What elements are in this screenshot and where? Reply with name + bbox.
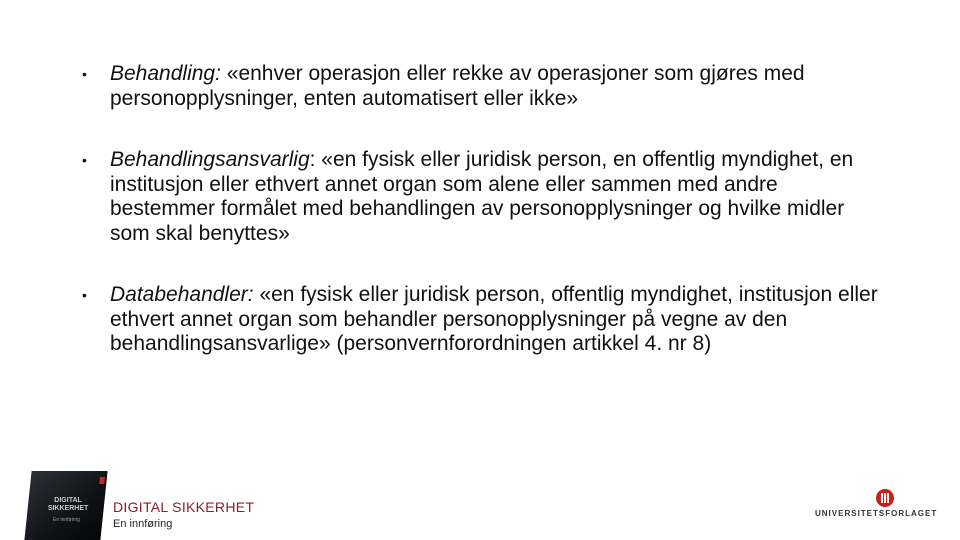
definition-item	[82, 283, 882, 357]
publisher-name: UNIVERSITETSFORLAGET	[815, 509, 938, 518]
definition-text: : «en fysisk eller juridisk person, en offentlig myndighet, en institusjon eller ethvert annet organ som alene eller sammen med andre bestemmer formålet med behandlingen av personopplysninger og hvilke midler som skal benyttes»	[110, 148, 854, 245]
bullet-marker: •	[82, 66, 87, 82]
definition-item	[82, 62, 882, 111]
definition-text: «enhver operasjon eller rekke av operasjoner som gjøres med personopplysninger, enten automatisert eller ikke»	[110, 62, 805, 110]
bullet-marker: •	[82, 287, 87, 303]
book-title: DIGITAL SIKKERHET	[113, 499, 255, 515]
definition-item	[82, 148, 882, 246]
book-cover-image	[24, 471, 107, 540]
bullet-marker: •	[82, 152, 87, 168]
book-subtitle: En innføring	[113, 518, 173, 530]
publisher-logo-icon	[876, 489, 894, 507]
definition-text: «en fysisk eller juridisk person, offentlig myndighet, institusjon eller ethvert annet organ som behandler personopplysninger på vegne av den behandlingsansvarlige» (personvernforordningen artikkel 4. nr 8)	[110, 283, 878, 355]
cover-subtitle: En innføring	[52, 517, 80, 523]
cover-flag-icon	[99, 477, 105, 484]
cover-title: DIGITAL SIKKERHET	[47, 497, 89, 512]
definition-list	[82, 62, 882, 357]
definition-term: Behandling:	[110, 62, 221, 85]
definition-term: Databehandler:	[110, 283, 254, 306]
definition-term: Behandlingsansvarlig	[110, 148, 310, 171]
